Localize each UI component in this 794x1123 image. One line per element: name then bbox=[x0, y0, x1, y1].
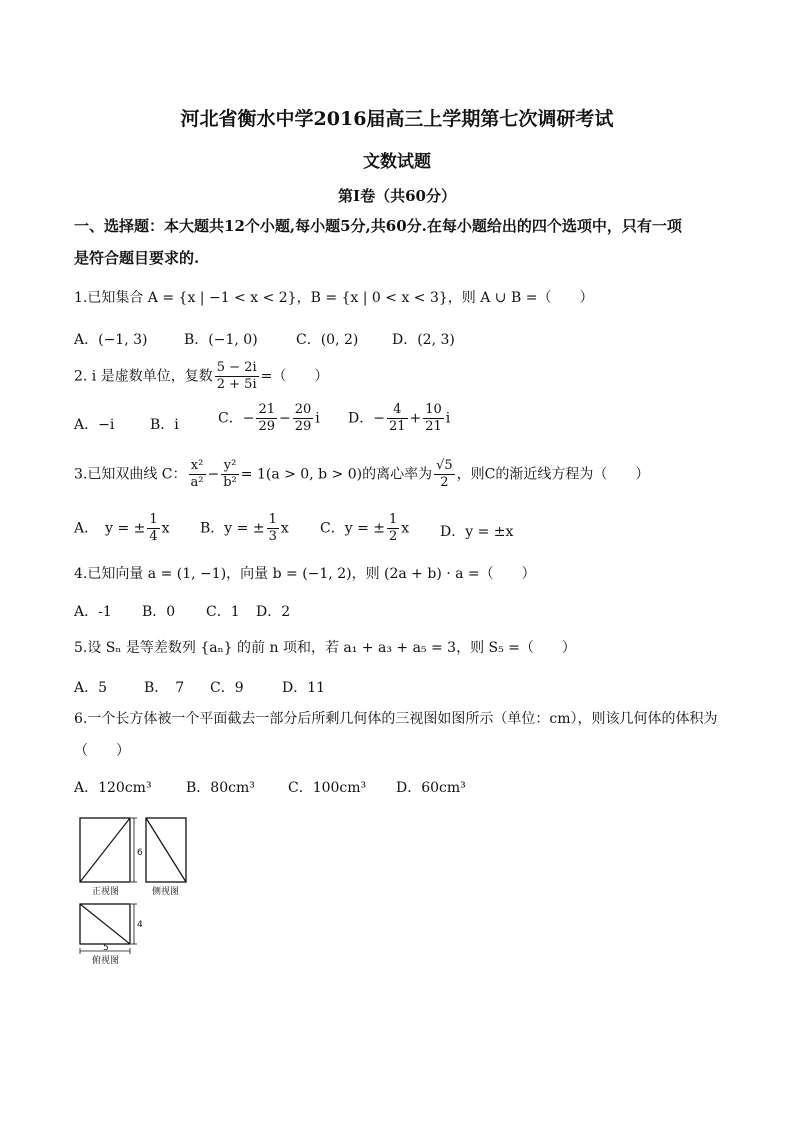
q3-option-a bbox=[74, 512, 170, 545]
q3-frac1 bbox=[189, 458, 206, 491]
side-view-label: 侧视图 bbox=[152, 887, 180, 897]
section-instructions-line2: 是符合题目要求的. bbox=[74, 249, 200, 267]
q1-option-b: B．(−1, 0) bbox=[184, 332, 258, 348]
q2-c-num1: 21 bbox=[258, 402, 275, 417]
q3-eq: = 1(a > 0, b > 0)的离心率为 bbox=[240, 466, 433, 483]
q2-fraction-den: 2 + 5i bbox=[216, 377, 257, 392]
q3-c-pre: C．y = ± bbox=[320, 520, 385, 537]
q3-b-post: x bbox=[280, 520, 289, 537]
section-instructions-line1: 一、选择题：本大题共12个小题,每小题5分,共60分.在每小题给出的四个选项中，只有一项 bbox=[74, 217, 682, 235]
exam-subtitle: 文数试题 bbox=[363, 152, 431, 172]
q2-d-den2: 21 bbox=[425, 419, 442, 434]
side-view-diagonal bbox=[146, 818, 186, 882]
q5-option-b: B． 7 bbox=[144, 680, 185, 696]
q3-b-frac bbox=[267, 512, 279, 545]
q2-option-d bbox=[348, 402, 450, 435]
q3-num3: √5 bbox=[436, 458, 453, 473]
three-view-figure bbox=[76, 815, 196, 975]
q2-stem-pre: 2. i 是虚数单位，复数 bbox=[74, 368, 213, 385]
q3-frac3 bbox=[434, 458, 455, 491]
q4-option-a: A．-1 bbox=[74, 604, 112, 620]
q2-c-mid: − bbox=[279, 410, 291, 427]
q3-post: ，则C的渐近线方程为（ ） bbox=[456, 466, 650, 483]
q3-b-pre: B．y = ± bbox=[200, 520, 265, 537]
q4-option-d: D．2 bbox=[256, 604, 291, 620]
q2-c-den1: 29 bbox=[258, 419, 275, 434]
q2-c-den2: 29 bbox=[294, 419, 312, 434]
q3-b-den: 3 bbox=[268, 529, 277, 544]
q3-c-num: 1 bbox=[388, 512, 398, 527]
front-view-diagonal bbox=[80, 818, 130, 882]
q6-option-a: A．120cm³ bbox=[74, 780, 152, 796]
q3-a-frac bbox=[147, 512, 159, 545]
q2-c-frac2 bbox=[293, 402, 314, 435]
width-dimension-label: 5 bbox=[103, 943, 109, 953]
q2-c-post: i bbox=[315, 410, 320, 427]
q3-a-pre: A． y = ± bbox=[74, 520, 146, 537]
q2-stem bbox=[74, 360, 328, 393]
q6-option-c: C．100cm³ bbox=[288, 780, 367, 796]
q3-a-num: 1 bbox=[149, 512, 158, 527]
exam-title: 河北省衡水中学2016届高三上学期第七次调研考试 bbox=[180, 108, 614, 130]
q6-stem-line1: 6.一个长方体被一个平面截去一部分后所剩几何体的三视图如图所示（单位：cm），则该几何体的体积为 bbox=[74, 711, 718, 727]
q2-c-pre: C．− bbox=[218, 410, 255, 427]
q4-stem: 4.已知向量 a = (1, −1)，向量 b = (−1, 2)，则 (2a + b) · a =（ ） bbox=[74, 566, 536, 582]
q4-option-b: B．0 bbox=[142, 604, 176, 620]
q3-option-d: D．y = ±x bbox=[440, 524, 514, 540]
q3-den1: a² bbox=[190, 475, 204, 490]
q3-a-den: 4 bbox=[149, 529, 158, 544]
q2-d-den1: 21 bbox=[388, 419, 406, 434]
q3-option-c bbox=[320, 512, 409, 545]
q3-den2: b² bbox=[223, 475, 237, 490]
q3-b-num: 1 bbox=[268, 512, 277, 527]
q2-d-post: i bbox=[445, 410, 451, 427]
q1-option-a: A．(−1, 3) bbox=[74, 332, 148, 348]
q3-frac2 bbox=[221, 458, 239, 491]
q2-d-num1: 4 bbox=[387, 402, 408, 419]
q1-stem: 1.已知集合 A = {x | −1 < x < 2}，B = {x | 0 < x < 3}，则 A ∪ B =（ ） bbox=[74, 290, 594, 306]
q2-d-num2: 10 bbox=[425, 402, 442, 417]
depth-dimension-label: 4 bbox=[137, 920, 143, 930]
q3-pre: 3.已知双曲线 C： bbox=[74, 466, 187, 483]
q2-fraction bbox=[215, 360, 259, 393]
q1-option-d: D．(2, 3) bbox=[392, 332, 455, 348]
q5-stem: 5.设 Sₙ 是等差数列 {aₙ} 的前 n 项和，若 a₁ + a₃ + a₅ = 3，则 S₅ =（ ） bbox=[74, 640, 576, 656]
q2-stem-post: =（ ） bbox=[260, 368, 329, 385]
q3-num1: x² bbox=[189, 458, 206, 475]
q2-option-b: B．i bbox=[150, 417, 179, 433]
q2-c-frac1 bbox=[256, 402, 277, 435]
top-view-diagonal bbox=[80, 904, 130, 944]
q5-option-a: A．5 bbox=[74, 680, 108, 696]
q3-c-frac bbox=[387, 512, 399, 545]
q2-c-num2: 20 bbox=[294, 402, 312, 417]
q2-option-c bbox=[218, 402, 320, 435]
q3-option-b bbox=[200, 512, 289, 545]
q1-option-c: C．(0, 2) bbox=[296, 332, 359, 348]
q3-stem bbox=[74, 458, 649, 491]
q5-option-c: C．9 bbox=[210, 680, 244, 696]
q6-stem-line2: （ ） bbox=[74, 743, 130, 759]
height-dimension-label: 6 bbox=[137, 848, 143, 858]
q3-a-post: x bbox=[161, 520, 170, 537]
q6-option-d: D．60cm³ bbox=[396, 780, 466, 796]
q5-option-d: D．11 bbox=[282, 680, 326, 696]
q2-d-pre: D．− bbox=[348, 410, 385, 427]
q2-d-frac2 bbox=[423, 402, 444, 435]
q2-d-mid: + bbox=[409, 410, 422, 427]
q6-option-b: B．80cm³ bbox=[186, 780, 255, 796]
q3-mid: − bbox=[207, 466, 220, 483]
part-heading: 第Ⅰ卷（共60分） bbox=[338, 187, 456, 205]
q3-num2: y² bbox=[221, 458, 239, 475]
q3-den3: 2 bbox=[440, 475, 449, 490]
q2-fraction-num: 5 − 2i bbox=[216, 360, 257, 375]
q3-c-den: 2 bbox=[388, 529, 398, 544]
q2-option-a: A．−i bbox=[74, 417, 115, 433]
top-view-label: 俯视图 bbox=[92, 956, 120, 966]
front-view-label: 正视图 bbox=[92, 887, 120, 897]
q3-c-post: x bbox=[401, 520, 410, 537]
q2-d-frac1 bbox=[387, 402, 408, 435]
q4-option-c: C．1 bbox=[206, 604, 240, 620]
